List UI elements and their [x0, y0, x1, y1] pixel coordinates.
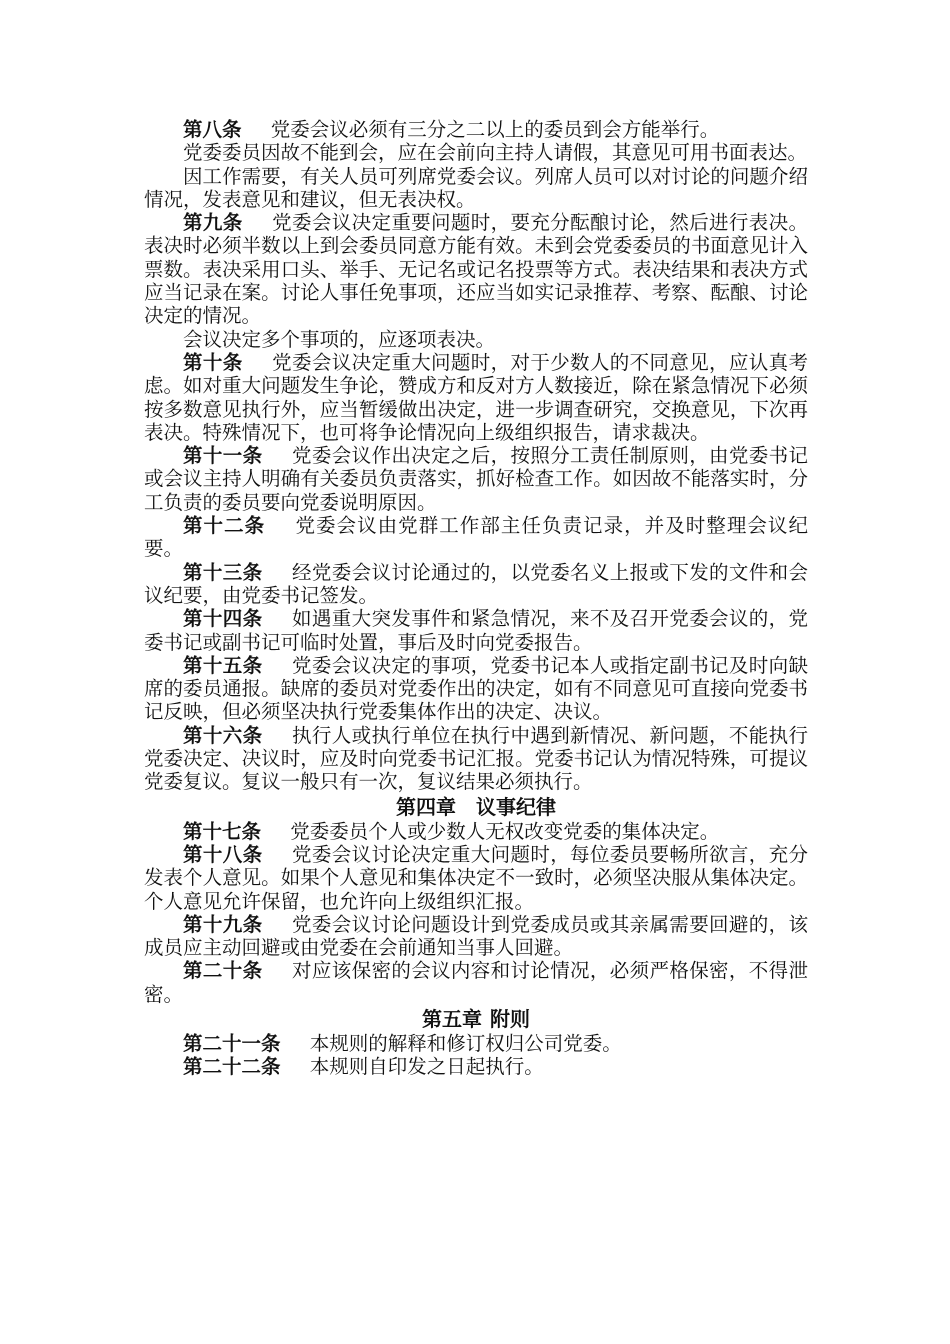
article-12: [144, 514, 808, 561]
article-17: [144, 820, 808, 843]
article-20: [144, 959, 808, 1006]
article-label: 第十二条: [183, 514, 266, 538]
chapter-number: 第五章: [422, 1006, 482, 1031]
article-label: 第十条: [183, 350, 243, 374]
article-8: [144, 118, 808, 141]
article-18: [144, 843, 808, 913]
article-text: 党委会议决定重要问题时，要充分酝酿讨论，然后进行表决。表决时必须半数以上到会委员同意方能有效。未到会党委委员的书面意见计入票数。表决采用口头、举手、无记名或记名投票等方式。表决结果和表决方式应当记录在案。讨论人事任免事项，还应当如实记录推荐、考察、酝酿、讨论决定的情况。: [144, 211, 808, 328]
article-label: 第十四条: [183, 607, 263, 631]
article-label: 第二十条: [183, 959, 263, 983]
chapter-number: 第四章: [396, 794, 456, 819]
paragraph-text: 因工作需要，有关人员可列席党委会议。列席人员可以对讨论的问题介绍情况，发表意见和建议，但无表决权。: [144, 164, 808, 211]
article-21: [144, 1032, 808, 1055]
paragraph: [144, 141, 808, 164]
article-16: [144, 724, 808, 794]
article-text: 党委会议决定的事项，党委书记本人或指定副书记及时向缺席的委员通报。缺席的委员对党委作出的决定，如有不同意见可直接向党委书记反映，但必须坚决执行党委集体作出的决定、决议。: [144, 653, 808, 724]
article-text: 对应该保密的会议内容和讨论情况，必须严格保密，不得泄密。: [144, 959, 808, 1006]
article-text: 党委委员个人或少数人无权改变党委的集体决定。: [290, 819, 720, 843]
article-label: 第十五条: [183, 653, 263, 677]
article-text: 党委会议作出决定之后，按照分工责任制原则，由党委书记或会议主持人明确有关委员负责落实，抓好检查工作。如因故不能落实时，分工负责的委员要向党委说明原因。: [144, 444, 808, 514]
article-text: 执行人或执行单位在执行中遇到新情况、新问题，不能执行党委决定、决议时，应及时向党委书记汇报。党委书记认为情况特殊，可提议党委复议。复议一般只有一次，复议结果必须执行。: [144, 723, 808, 794]
article-label: 第十三条: [183, 560, 263, 584]
article-label: 第二十二条: [183, 1055, 281, 1079]
chapter-title: 议事纪律: [476, 794, 556, 819]
article-text: 党委会议必须有三分之二以上的委员到会方能举行。: [270, 118, 720, 141]
paragraph-text: 会议决定多个事项的，应逐项表决。: [183, 327, 496, 351]
article-text: 经党委会议讨论通过的，以党委名义上报或下发的文件和会议纪要，由党委书记签发。: [144, 560, 808, 607]
article-text: 党委会议讨论问题设计到党委成员或其亲属需要回避的，该成员应主动回避或由党委在会前通知当事人回避。: [144, 912, 808, 960]
chapter-5-heading: [144, 1006, 808, 1032]
article-text: 党委会议讨论决定重大问题时，每位委员要畅所欲言，充分发表个人意见。如果个人意见和集体决定不一致时，必须坚决服从集体决定。个人意见允许保留，也允许向上级组织汇报。: [144, 842, 808, 913]
article-text: 本规则的解释和修订权归公司党委。: [309, 1031, 622, 1055]
article-11: [144, 444, 808, 514]
paragraph: [144, 328, 808, 351]
article-label: 第二十一条: [183, 1031, 281, 1055]
article-text: 如遇重大突发事件和紧急情况，来不及召开党委会议的，党委书记或副书记可临时处置，事后及时向党委报告。: [144, 607, 808, 654]
article-label: 第九条: [183, 211, 243, 235]
article-label: 第八条: [183, 118, 242, 141]
article-text: 党委会议由党群工作部主任负责记录，并及时整理会议纪要。: [144, 514, 808, 561]
chapter-4-heading: [144, 794, 808, 820]
article-14: [144, 607, 808, 654]
article-label: 第十一条: [183, 444, 263, 468]
article-label: 第十九条: [183, 912, 263, 936]
article-19: [144, 913, 808, 960]
article-text: 本规则自印发之日起执行。: [309, 1055, 544, 1079]
article-10: [144, 351, 808, 444]
article-13: [144, 561, 808, 608]
article-label: 第十八条: [183, 842, 263, 866]
article-text: 党委会议决定重大问题时，对于少数人的不同意见，应认真考虑。如对重大问题发生争论，赞成方和反对方人数接近，除在紧急情况下必须按多数意见执行外，应当暂缓做出决定，进一步调查研究，交换意见，下次再表决。特殊情况下，也可将争论情况向上级组织报告，请求裁决。: [144, 350, 808, 444]
article-22: [144, 1055, 808, 1078]
chapter-title: 附则: [490, 1006, 530, 1031]
article-label: 第十七条: [183, 819, 262, 843]
article-15: [144, 654, 808, 724]
paragraph-text: 党委委员因故不能到会，应在会前向主持人请假，其意见可用书面表达。: [183, 141, 808, 165]
article-9: [144, 211, 808, 327]
paragraph: [144, 165, 808, 212]
document-page: [144, 118, 808, 1079]
article-label: 第十六条: [183, 723, 263, 747]
